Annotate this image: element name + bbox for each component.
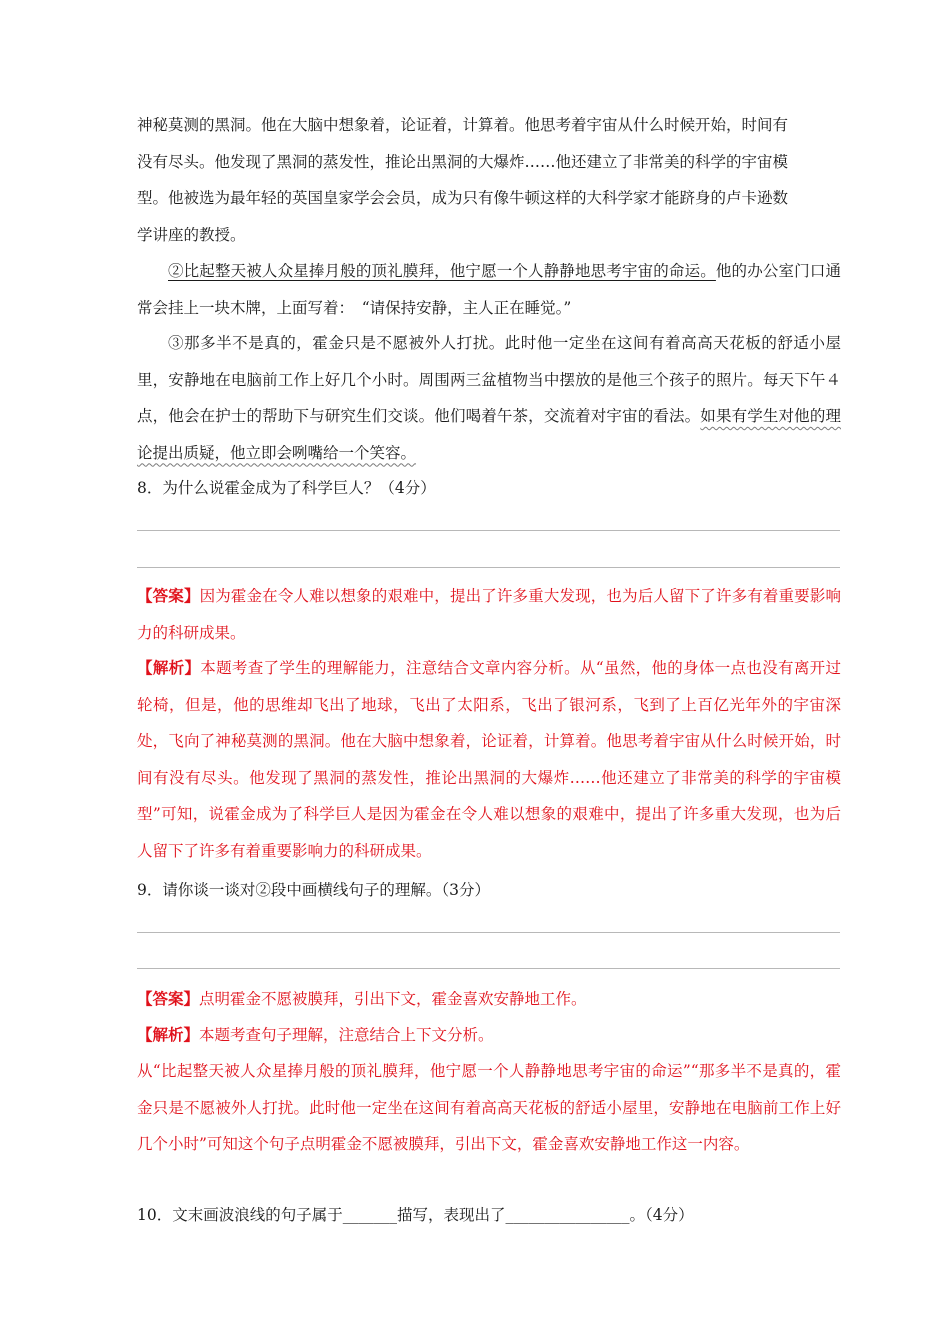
q8-answer-text: 因为霍金在令人难以想象的艰难中，提出了许多重大发现，也为后人留下了许多有着重要影响力的科研成果。 (137, 587, 841, 642)
q9-analysis-body: 从“比起整天被人众星捧月般的顶礼膜拜，他宁愿一个人静静地思考宇宙的命运”“那多半不是真的，霍金只是不愿被外人打扰。此时他一定坐在这间有着高高天花板的舒适小屋里，安静地在电脑前工作上好几个小时”可知这个句子点明霍金不愿被膜拜，引出下文，霍金喜欢安静地工作这一内容。 (137, 1062, 841, 1153)
passage-paragraph-1 (137, 107, 841, 253)
passage-line: 神秘莫测的黑洞。他在大脑中想象着，论证着，计算着。他思考着宇宙从什么时候开始，时间有 (137, 116, 789, 134)
passage-line: 型。他被选为最年轻的英国皇家学会会员，成为只有像牛顿这样的大科学家才能跻身的卢卡逊数 (137, 189, 789, 207)
q8-analysis (137, 650, 841, 869)
answer-line (137, 530, 840, 531)
q9-analysis (137, 1017, 841, 1054)
passage-line: 学讲座的教授。 (137, 225, 246, 244)
question-10: 10．文末画波浪线的句子属于_______描写，表现出了________________。（4分） (137, 1206, 694, 1224)
underlined-sentence: ②比起整天被人众星捧月般的顶礼膜拜，他宁愿一个人静静地思考宇宙的命运。 (168, 262, 716, 280)
answer-tag: 【答案】 (137, 586, 200, 605)
q8-answer (137, 578, 841, 651)
answer-tag: 【答案】 (137, 989, 200, 1008)
answer-line (137, 932, 840, 933)
analysis-tag: 【解析】 (137, 1025, 200, 1044)
q9-answer (137, 981, 841, 1018)
passage-line: 没有尽头。他发现了黑洞的蒸发性，推论出黑洞的大爆炸……他还建立了非常美的科学的宇宙模 (137, 152, 789, 171)
q9-analysis-line1: 本题考查句子理解，注意结合上下文分析。 (199, 1026, 494, 1044)
answer-line (137, 968, 840, 969)
question-9: 9．请你谈一谈对②段中画横线句子的理解。（3分） (137, 881, 490, 899)
paragraph-3-text: ③那多半不是真的，霍金只是不愿被外人打扰。此时他一定坐在这间有着高高天花板的舒适小屋里，安静地在电脑前工作上好几个小时。周围两三盆植物当中摆放的是他三个孩子的照片。每天下午４点，他会在护士的帮助下与研究生们交谈。他们喝着午茶，交流着对宇宙的看法。 (137, 334, 841, 425)
q8-analysis-text: 本题考查了学生的理解能力，注意结合文章内容分析。从“虽然，他的身体一点也没有离开过轮椅，但是，他的思维却飞出了地球，飞出了太阳系，飞出了银河系，飞到了上百亿光年外的宇宙深处，飞向了神秘莫测的黑洞。他在大脑中想象着，论证着，计算着。他思考着宇宙从什么时候开始，时间有没有尽头。他发现了黑洞的蒸发性，推论出黑洞的大爆炸……他还建立了非常美的科学的宇宙模型”可知，说霍金成为了科学巨人是因为霍金在令人难以想象的艰难中，提出了许多重大发现，也为后人留下了许多有着重要影响力的科研成果。 (137, 659, 841, 860)
q9-answer-text: 点明霍金不愿被膜拜，引出下文，霍金喜欢安静地工作。 (199, 990, 587, 1008)
paragraph-2-rest: 他的办公室门口通常会挂上一块木牌，上面写着： “请保持安静，主人正在睡觉。” (137, 262, 841, 317)
analysis-tag: 【解析】 (137, 658, 201, 677)
answer-line (137, 567, 840, 568)
passage-paragraph-2 (137, 253, 841, 326)
passage-paragraph-3 (137, 325, 841, 471)
wavy-underlined-sentence: 如果有学生对他的理论提出质疑，他立即会咧嘴给一个笑容。 (137, 407, 841, 462)
question-8: 8．为什么说霍金成为了科学巨人？（4分） (137, 479, 436, 497)
